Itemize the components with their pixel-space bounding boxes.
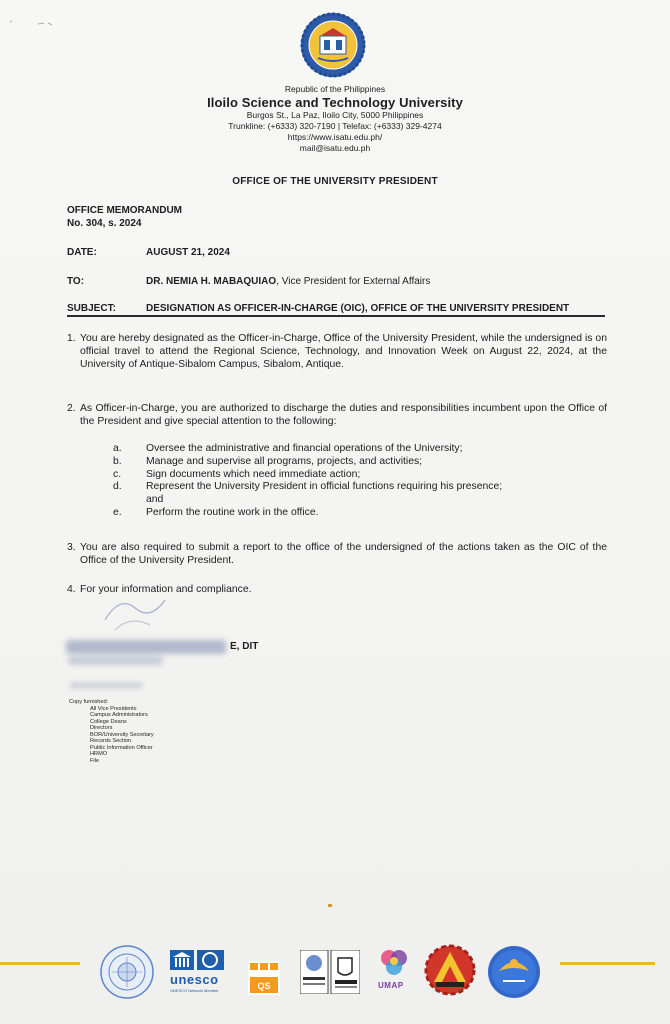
recipient-position: , Vice President for External Affairs bbox=[276, 276, 431, 287]
subject-divider bbox=[67, 315, 605, 317]
office-title: OFFICE OF THE UNIVERSITY PRESIDENT bbox=[232, 176, 438, 187]
list-item: BOR/University Secretary bbox=[90, 731, 154, 738]
list-text: Perform the routine work in the office. bbox=[146, 506, 319, 518]
paragraph-1 bbox=[67, 333, 607, 371]
list-item: File bbox=[90, 757, 100, 764]
list-text: Oversee the administrative and financial operations of the University; bbox=[146, 443, 463, 454]
list-item: Public Information Officer bbox=[90, 744, 153, 751]
list-item bbox=[113, 456, 516, 469]
list-text: Manage and supervise all programs, projects, and activities; bbox=[146, 455, 423, 467]
signatory-suffix: E, DIT bbox=[230, 641, 259, 652]
iso-certification-logos bbox=[300, 950, 360, 994]
redacted-signatory-line bbox=[70, 682, 142, 689]
umap-logo-text: UMAP bbox=[378, 981, 404, 990]
to-label: TO: bbox=[67, 276, 85, 287]
list-item: College Deans bbox=[90, 718, 127, 725]
list-letter: d. bbox=[113, 481, 122, 493]
duties-list bbox=[113, 443, 516, 520]
signature-mark bbox=[100, 590, 170, 640]
list-item: Directors bbox=[90, 725, 113, 731]
engineering-gear-logo bbox=[424, 944, 476, 996]
unesco-logo-text: unesco bbox=[170, 972, 219, 987]
memo-number: No. 304, s. 2024 bbox=[67, 218, 142, 229]
paragraph-number: 3. bbox=[67, 542, 76, 553]
list-item bbox=[113, 469, 516, 482]
memo-heading bbox=[67, 204, 182, 230]
list-item bbox=[113, 481, 516, 507]
partner-emblem-logo bbox=[487, 945, 541, 999]
accreditation-seal-logo bbox=[100, 945, 154, 999]
footer-line-right bbox=[560, 962, 655, 965]
email-link[interactable]: mail@isatu.edu.ph bbox=[299, 143, 371, 153]
scan-speck bbox=[328, 904, 332, 907]
unesco-subtext: UNESCO Network Member bbox=[170, 988, 219, 993]
subject-value: DESIGNATION AS OFFICER-IN-CHARGE (OIC), OFFICE OF THE UNIVERSITY PRESIDENT bbox=[146, 303, 570, 314]
list-item: Campus Administrators bbox=[90, 712, 148, 718]
list-item bbox=[113, 507, 516, 520]
qs-label: QS bbox=[257, 981, 271, 991]
paragraph-number: 2. bbox=[67, 403, 76, 414]
list-text: Represent the University President in official functions requiring his presence; and bbox=[146, 481, 503, 506]
scan-mark bbox=[8, 18, 58, 30]
redacted-signatory-name bbox=[66, 640, 226, 654]
republic-line: Republic of the Philippines bbox=[284, 84, 386, 94]
paragraph-2 bbox=[67, 403, 607, 429]
website-link[interactable]: https://www.isatu.edu.ph/ bbox=[287, 132, 383, 142]
list-item: Records Section bbox=[90, 738, 132, 744]
letterhead bbox=[150, 84, 520, 154]
paragraph-3 bbox=[67, 542, 607, 568]
paragraph-number: 1. bbox=[67, 333, 76, 344]
redacted-signatory-title bbox=[68, 656, 163, 665]
list-text: Sign documents which need immediate action; bbox=[146, 468, 361, 480]
memo-type: OFFICE MEMORANDUM bbox=[67, 205, 182, 216]
list-item bbox=[113, 443, 516, 456]
paragraph-text: For your information and compliance. bbox=[80, 584, 252, 595]
qs-stars-logo bbox=[248, 951, 280, 995]
paragraph-text: You are hereby designated as the Officer-in-Charge, Office of the University President, while the undersigned is on official travel to attend the Regional Science, Technology, and Innovation Week on August 22, 2024, at the University of Antique-Sibalom Campus, Sibalom, Antique. bbox=[80, 333, 607, 370]
list-letter: b. bbox=[113, 455, 122, 467]
subject-label: SUBJECT: bbox=[67, 303, 116, 314]
list-letter: c. bbox=[113, 468, 122, 480]
copy-furnished bbox=[69, 699, 154, 764]
list-letter: e. bbox=[113, 506, 122, 518]
recipient-name: DR. NEMIA H. MABAQUIAO bbox=[146, 276, 277, 287]
unesco-temple-logo bbox=[169, 949, 225, 971]
to-value bbox=[146, 275, 430, 288]
list-item: HRMO bbox=[90, 751, 108, 757]
paragraph-text: You are also required to submit a report to the office of the undersigned of the actions taken as the OIC of the Office of the University President. bbox=[80, 542, 607, 566]
date-label: DATE: bbox=[67, 247, 97, 258]
copy-furnished-list bbox=[90, 706, 154, 765]
university-name: Iloilo Science and Technology University bbox=[207, 95, 463, 110]
paragraph-text: As Officer-in-Charge, you are authorized to discharge the duties and responsibilities incumbent upon the Office of the President and give special attention to the following: bbox=[80, 403, 607, 427]
contact-numbers: Trunkline: (+6333) 320-7190 | Telefax: (+6333) 329-4274 bbox=[228, 121, 442, 131]
copy-furnished-label: Copy furnished: bbox=[69, 699, 109, 705]
umap-logo-icon bbox=[377, 946, 411, 978]
footer-line-left bbox=[0, 962, 80, 965]
list-item: All Vice Presidents bbox=[90, 705, 137, 712]
date-value: AUGUST 21, 2024 bbox=[146, 247, 230, 258]
list-letter: a. bbox=[113, 443, 122, 454]
paragraph-number: 4. bbox=[67, 584, 76, 595]
university-seal-logo bbox=[300, 12, 366, 78]
university-address: Burgos St., La Paz, Iloilo City, 5000 Philippines bbox=[246, 110, 424, 120]
